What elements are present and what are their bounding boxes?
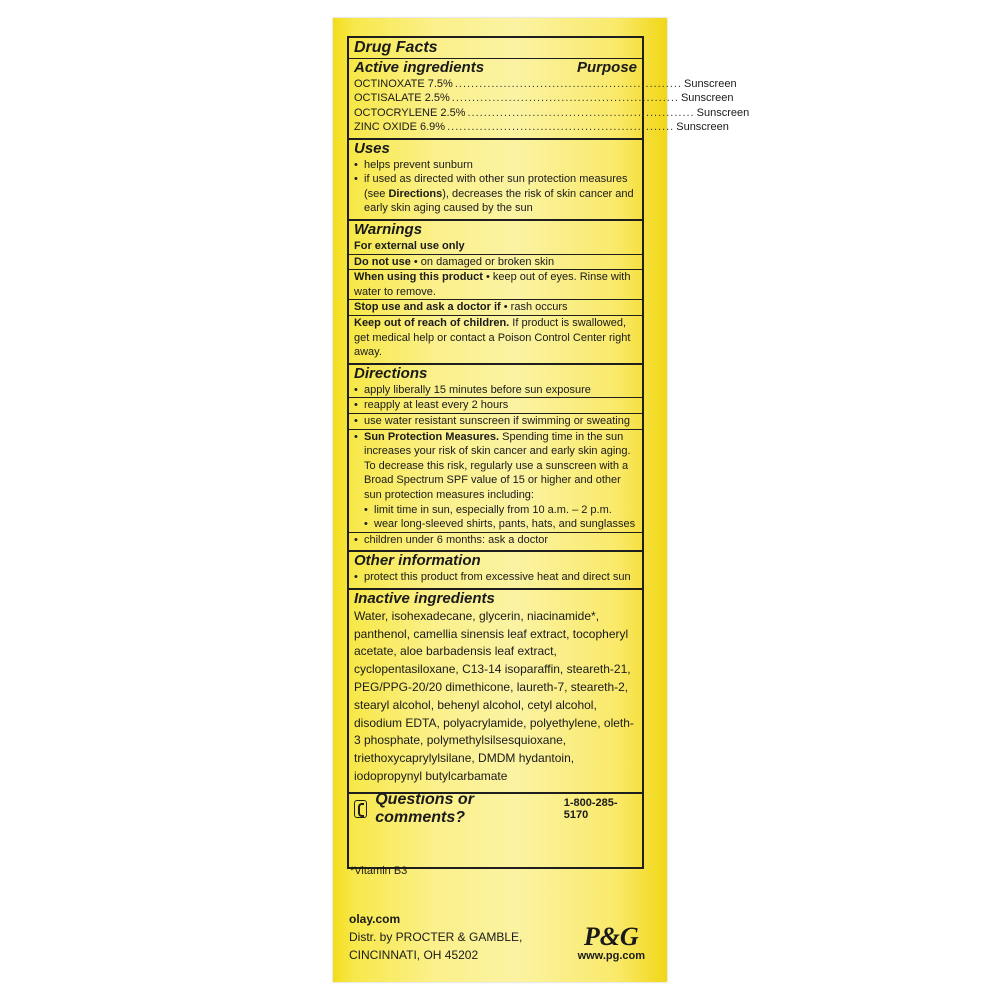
list-item: • protect this product from excessive heat and direct sun [354,571,631,584]
list-item: • reapply at least every 2 hours [354,399,509,412]
keep-out-text: Keep out of reach of children. If product is swallowed, get medical help or contact a Poison Control Center right away. [354,316,631,359]
list-item: • Sun Protection Measures. Spending time in the sun increases your risk of skin cancer and early skin aging. To decrease this risk, regularly use a sunscreen with a Broad Spectrum SPF value of 15 or higher and other sun protection measures including: [354,430,631,501]
drug-facts-panel [333,18,750,982]
ingredient-row: OCTOCRYLENE 2.5% ........................................................ Sunscreen [354,106,750,119]
distributor-address: CINCINNATI, OH 45202 [349,948,479,962]
inactive-text: Water, isohexadecane, glycerin, niacinamide*, panthenol, camellia sinensis leaf extract, tocopheryl acetate, aloe barbadensis leaf extract, cyclopentasiloxane, C13-14 isoparaffin, steareth-21, PEG/PPG-20/20 dimethicone, laureth-7, steareth-2, stearyl alcohol, behenyl alcohol, cetyl alcohol, disodium EDTA, polyacrylamide, polyethylene, oleth-3 phosphate, polymethylsilsesquioxane, triethoxycaprylylsilane, DMDM hydantoin, iodopropynyl butylcarbamate [354,608,634,784]
warnings-heading: Warnings [354,221,423,238]
when-using-text: When using this product • keep out of eyes. Rinse with water to remove. [354,271,631,298]
questions-row [349,790,642,827]
footer-info [349,910,522,964]
pg-url[interactable]: www.pg.com [577,950,645,962]
phone-number: 1-800-285-5170 [563,796,618,821]
drug-facts-box [347,36,750,869]
ingredient-row: OCTINOXATE 7.5% ........................................................ Sunscreen [354,78,737,90]
drug-facts-title: Drug Facts [354,39,438,56]
active-ingredients-section [349,38,750,140]
uses-heading: Uses [354,139,390,157]
other-info-section [349,552,642,590]
other-info-heading: Other information [354,552,481,570]
list-item: • apply liberally 15 minutes before sun exposure [354,383,591,396]
directions-section [349,365,642,553]
stop-use-text: Stop use and ask a doctor if • rash occurs [354,301,568,314]
warnings-section [349,221,642,365]
uses-section [349,140,642,221]
list-item: • wear long-sleeved shirts, pants, hats, and sunglasses [364,518,636,531]
inactive-section [349,590,642,794]
directions-heading: Directions [354,364,428,382]
ingredient-row: OCTISALATE 2.5% ........................................................ Sunscreen [354,92,734,105]
pg-logo-mark: P&G [583,922,639,951]
list-item: • use water resistant sunscreen if swimming or sweating [354,414,630,427]
list-item: • if used as directed with other sun protection measures (see Directions), decreases the risk of skin cancer and early skin aging caused by the sun [354,173,634,215]
active-ingredients-heading: Active ingredients [354,59,485,76]
site-link[interactable]: olay.com [349,912,401,926]
pg-logo [578,924,645,962]
external-use-text: For external use only [354,240,465,252]
do-not-use-text: Do not use • on damaged or broken skin [354,255,555,268]
ingredient-row: ZINC OXIDE 6.9% ........................................................ Sunscreen [354,121,729,134]
phone-icon [354,800,367,818]
distributor-line: Distr. by PROCTER & GAMBLE, [349,930,523,944]
questions-label: Questions or comments? [375,790,474,826]
purpose-heading: Purpose [576,59,637,76]
list-item: • helps prevent sunburn [354,158,473,171]
list-item: • children under 6 months: ask a doctor [354,533,549,546]
list-item: • limit time in sun, especially from 10 a.m. – 2 p.m. [364,503,612,516]
footnote: *Vitamin B3 [350,865,408,877]
inactive-heading: Inactive ingredients [354,589,495,607]
